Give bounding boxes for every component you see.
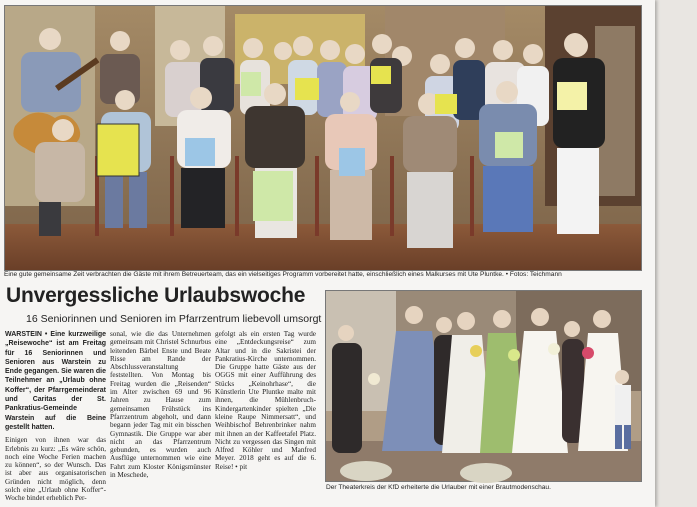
- top-photo-caption: Eine gute gemeinsame Zeit verbrachten die Gäste mit ihrem Betreuerteam, das ein vielseitiges Programm vorbereitet hatte, einschließlich eines Malkurses mit Ute Pluntke. • Fotos: Teichmann: [4, 271, 562, 278]
- bridal-fashion-photo-image: [326, 291, 641, 481]
- article-subheadline: 16 Seniorinnen und Senioren im Pfarrzentrum liebevoll umsorgt: [26, 313, 322, 325]
- article-lead: [5, 330, 106, 432]
- article-paragraph-1: Einigen von ihnen war das Erlebnis zu kurz: „Es wäre schön, noch eine Woche Ferien machen zu können“, so der Wunsch. Das ist aber aus organisatorischen Gründen nicht möglich, denn solch eine „Urlaub ohne Koffer“-Woche bindet erheblich Per-: [5, 436, 106, 503]
- group-photo-image: [5, 6, 641, 270]
- article-column-1: [5, 330, 107, 503]
- article-column-2: [110, 330, 211, 496]
- bottom-photo-caption: Der Theaterkreis der KfD erheiterte die Urlauber mit einer Brautmodenschau.: [326, 484, 551, 491]
- article-lead-text: • Eine kurzweilige „Reisewoche“ ist am Freitag für 16 Seniorinnen und Senioren aus Warstein zu Ende gegangen. Sie waren die Teilnehmer an „Urlaub ohne Koffer“, der Pfarrgemeinderat und Caritas der St. Pankratius-Gemeinde Warstein auf die Beine gestellt hatten.: [5, 331, 107, 431]
- article-paragraph-2: sonal, wie die das Unternehmen gemeinsam mit Christel Schnurbus leitenden Bärbel Enste und Beate Risse am Rande der Abschlussveranstaltung feststellten. Von Montag bis Freitag wurden die „Reisenden“ im Alter zwischen 69 und 96 Jahren zu Hause zum gemeinsamen Frühstück ins Pfarrzentrum abgeholt, und dann begann jeder Tag mit ein bisschen Gymnastik. Die Gruppe war aber nicht an das Pfarrzentrum gebunden, es wurden auch Ausflüge unternommen wie eine Fahrt zum Kloster Königsmünster in Meschede,: [110, 330, 211, 480]
- article-paragraph-3: gefolgt als ein ersten Tag wurde eine „Entdeckungsreise“ zum Altar und in die Sakristei der Pankratius-Kirche unternommen. Die Gruppe hatte Gäste aus der OGGS mit einer Aufführung des Stücks „Keinohrhase“, die Künstlerin Ute Pluntke malte mit ihnen, die Mühlenbruch-Kindergartenkinder spielten „Die kleine Raupe Nimmersatt“, und Weihbischof Behrenbrinker nahm mit ihnen an der Kaffeetafel Platz. Nicht zu vergessen das Singen mit Alfred Köhler und Manfred Meyer. 2018 geht es auf die 6. Reise! • pit: [215, 330, 316, 471]
- article-dateline: WARSTEIN: [5, 331, 42, 338]
- group-photo: [4, 5, 642, 271]
- article-column-3: [215, 330, 316, 496]
- article-headline: Unvergessliche Urlaubswoche: [6, 284, 306, 307]
- bridal-fashion-photo: [325, 290, 642, 482]
